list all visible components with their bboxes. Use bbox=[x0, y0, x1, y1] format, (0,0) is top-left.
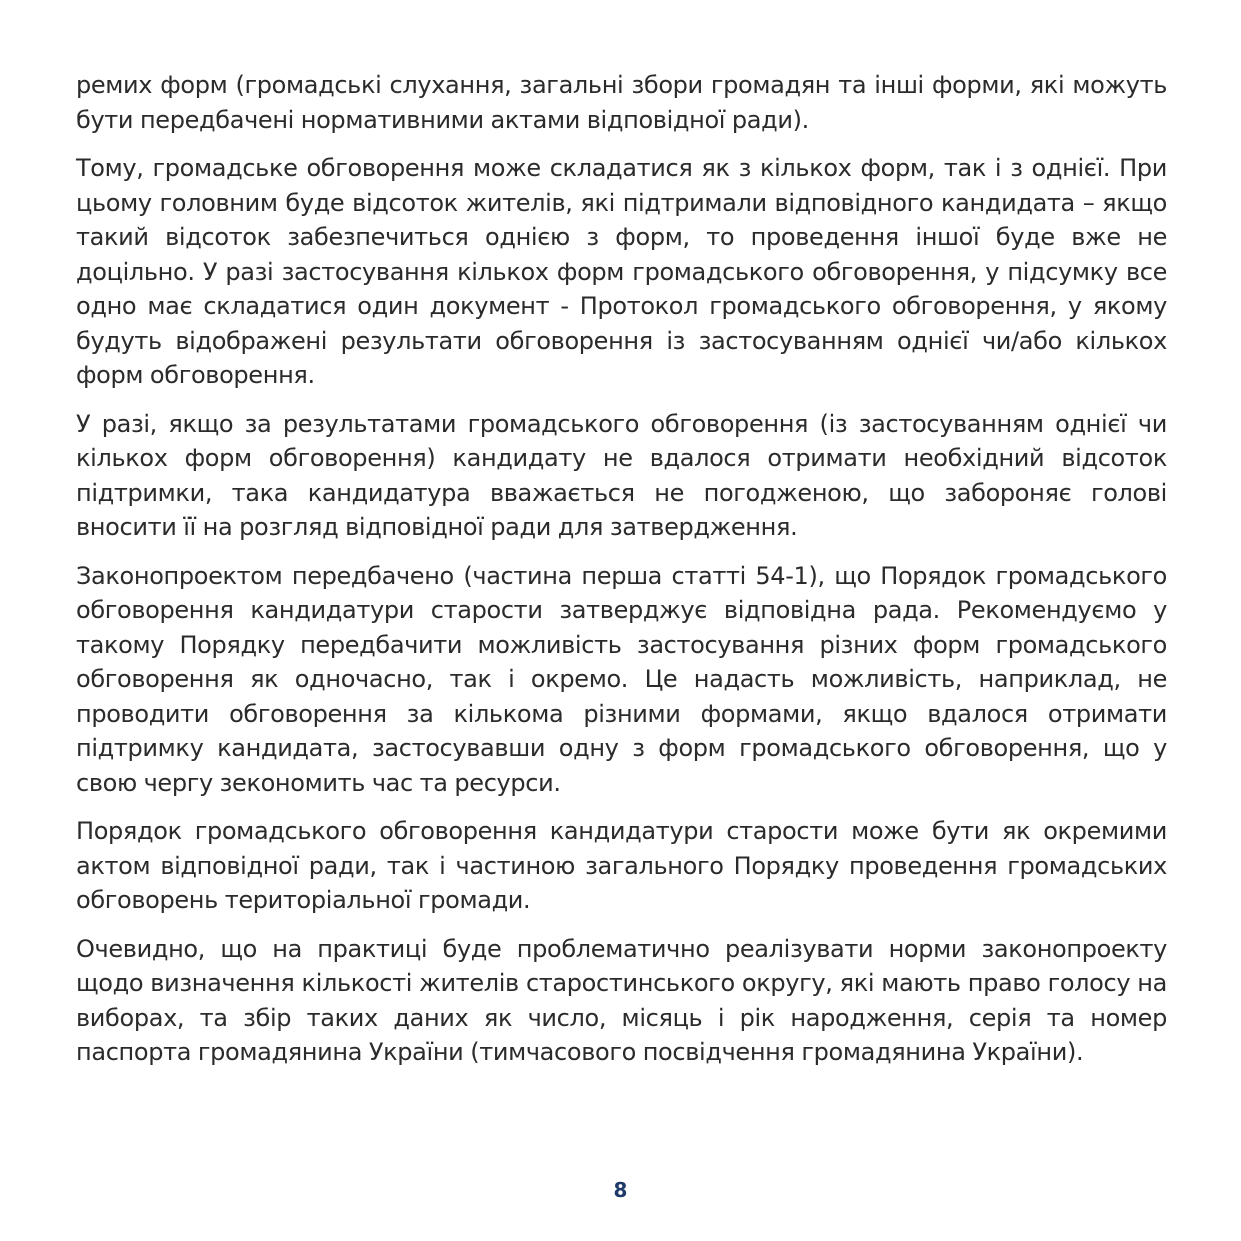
paragraph-5: Порядок громадського обговорення кандидатури старости може бути як окремими актом відповідної ради, так і частиною загального Порядку проведення громадських обговорень територіальної громади. bbox=[76, 817, 1167, 914]
paragraph-2: Тому, громадське обговорення може складатися як з кількох форм, так і з однієї. При цьому головним буде відсоток жителів, які підтримали відповідного кандидата – якщо такий відсоток забезпечиться однією з форм, то проведення іншої буде вже не доцільно. У разі застосування кількох форм громадського обговорення, у підсумку все одно має складатися один документ - Протокол громадського обговорення, у якому будуть відображені результати обговорення із застосуванням однієї чи/або кількох форм обговорення. bbox=[76, 154, 1167, 389]
document-body bbox=[76, 68, 1167, 1084]
paragraph-6: Очевидно, що на практиці буде проблематично реалізувати норми законопроекту щодо визначення кількості жителів старостинського округу, які мають право голосу на виборах, та збір таких даних як число, місяць і рік народження, серія та номер паспорта громадянина України (тимчасового посвідчення громадянина України). bbox=[76, 934, 1167, 1066]
paragraph-3: У разі, якщо за результатами громадського обговорення (із застосуванням однієї чи кількох форм обговорення) кандидату не вдалося отримати необхідний відсоток підтримки, така кандидатура вважається не погодженою, що забороняє голові вносити її на розгляд відповідної ради для затвердження. bbox=[76, 409, 1167, 541]
paragraph-1: ремих форм (громадські слухання, загальні збори громадян та інші форми, які можуть бути передбачені нормативними актами відповідної ради). bbox=[76, 71, 1167, 134]
page-number: 8 bbox=[613, 1178, 628, 1202]
paragraph-4: Законопроектом передбачено (частина перша статті 54-1), що Порядок громадського обговорення кандидатури старости затверджує відповідна рада. Рекомендуємо у такому Порядку передбачити можливість застосування різних форм громадського обговорення як одночасно, так і окремо. Це надасть можливість, наприклад, не проводити обговорення за кількома різними формами, якщо вдалося отримати підтримку кандидата, застосувавши одну з форм громадського обговорення, що у свою чергу зекономить час та ресурси. bbox=[76, 561, 1167, 797]
